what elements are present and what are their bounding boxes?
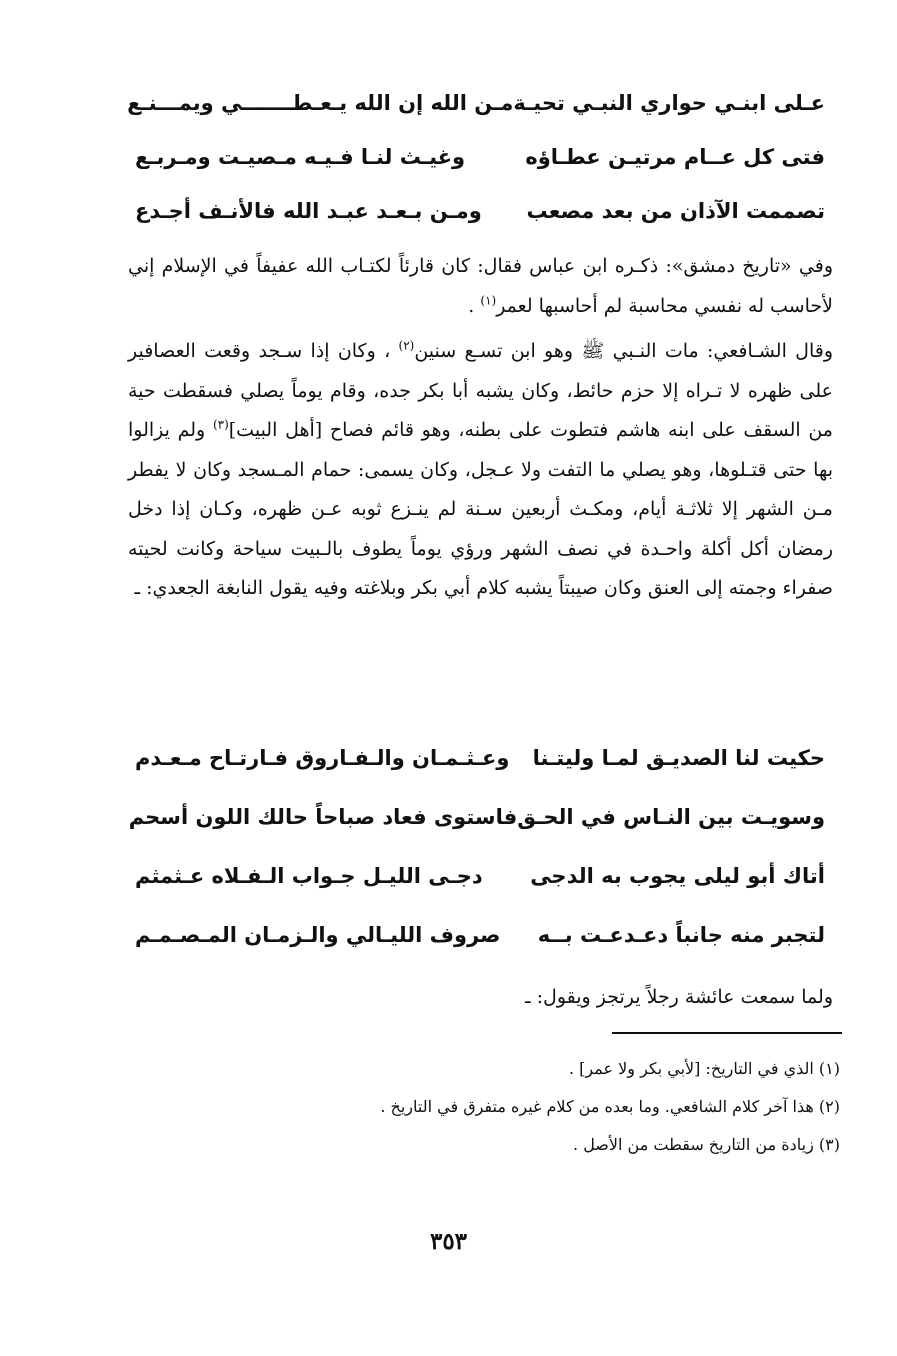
paragraph-text: وفي «تاريخ دمشق»: ذكـره ابن عباس فقال: كان قارئاً لكتـاب الله عفيفاً في الإسلام إني لأحاسب له نفسي محاسبة لم أحاسبها لعمر — [128, 255, 833, 317]
paragraph-text: ، وكان إذا سـجد وقعت العصافير على ظهره لا تـراه إلا حزم حائط، وكان يشبه أبا بكر جده، وقام يوماً يصلي فسقطت حية من السقف على ابنه هاشم فتطوت على بطنه، وهو قائم فصاح [أهل البيت] — [128, 340, 833, 441]
verse-first-hemistich: حكيت لنا الصديـق لمـا وليتـنا — [532, 745, 825, 770]
footnote-reference: (٢) — [398, 338, 415, 353]
verse-second-hemistich: صروف الليـالي والـزمـان المـصـمـم — [135, 922, 501, 947]
footnote-1: (١) الذي في التاريخ: [لأبي بكر ولا عمر] . — [569, 1059, 840, 1078]
verse-first-hemistich: عـلى ابنـي حواري النبـي تحيـة — [513, 91, 825, 115]
verse-second-hemistich: دجـى الليـل جـواب الـفـلاه عـثمثم — [135, 863, 483, 888]
verse-first-hemistich: أتاك أبو ليلى يجوب به الدجى — [530, 863, 825, 888]
verse-first-hemistich: تصممت الآذان من بعد مصعب — [526, 199, 825, 223]
verse-second-hemistich: مـن الله إن الله يـعـطـــــــي ويمـــنـع — [127, 91, 514, 115]
paragraph-tail: . — [468, 294, 481, 317]
verse-first-hemistich: فتى كل عــام مرتيـن عطـاؤه — [525, 145, 825, 169]
verse-first-hemistich: وسويـت بين النـاس في الحـق — [517, 804, 825, 829]
poem-top — [127, 76, 825, 238]
verse-second-hemistich: فاستوى فعاد صباحاً حالك اللون أسحم — [128, 804, 518, 829]
prose-section — [128, 247, 833, 615]
verse-second-hemistich: وعـثـمـان والـفـاروق فـارتـاح مـعـدم — [135, 745, 510, 770]
verse — [135, 130, 825, 184]
paragraph-text: وقال الشـافعي: مات النـبي ﷺ وهو ابن تسـع سنين — [414, 340, 833, 362]
paragraph-tarikh-dimashq — [128, 247, 833, 326]
poem-bottom — [128, 728, 825, 964]
paragraph-shafii — [128, 332, 833, 609]
verse — [135, 728, 825, 787]
verse — [135, 846, 825, 905]
footnote-2: (٢) هذا آخر كلام الشافعي. وما بعده من كلام غيره متفرق في التاريخ . — [380, 1097, 840, 1116]
footnote-3: (٣) زيادة من التاريخ سقطت من الأصل . — [573, 1135, 840, 1154]
verse — [135, 905, 825, 964]
paragraph-aisha: ولما سمعت عائشة رجلاً يرتجز ويقول: ـ — [525, 986, 833, 1008]
footnote-separator — [612, 1032, 842, 1034]
verse — [135, 184, 825, 238]
footnote-reference: (٣) — [212, 417, 229, 432]
paragraph-text: ولم يزالوا بها حتى قتـلوها، وهو يصلي ما التفت ولا عـجل، وكان يسمى: حمام المـسجد وكان لا يفطر مـن الشهر إلا ثلاثـة أيام، ومكـث أربعين سـنة لم ينـزع ثوبه عـن ظهره، وكـان إذا دخل رمضان أكل أكلة واحـدة في نصف الشهر ورؤي يوماً يطوف بالـبيت سياحة وكانت لحيته صفراء وجمته إلى العنق وكان صيبتاً يشبه كلام أبي بكر وبلاغته وفيه يقول النابغة الجعدي: ـ — [128, 419, 833, 599]
verse-first-hemistich: لتجبر منه جانباً دعـدعـت بــه — [537, 922, 825, 947]
verse — [127, 76, 825, 130]
page-number: ٣٥٣ — [429, 1228, 468, 1255]
footnote-reference: (١) — [480, 293, 497, 308]
verse-second-hemistich: وغيـث لنـا فـيـه مـصيـت ومـربـع — [135, 145, 466, 169]
prose-closing — [128, 978, 833, 1024]
verse-second-hemistich: ومـن بـعـد عبـد الله فالأنـف أجـدع — [135, 199, 482, 223]
footnotes — [200, 1050, 840, 1164]
verse — [128, 787, 825, 846]
